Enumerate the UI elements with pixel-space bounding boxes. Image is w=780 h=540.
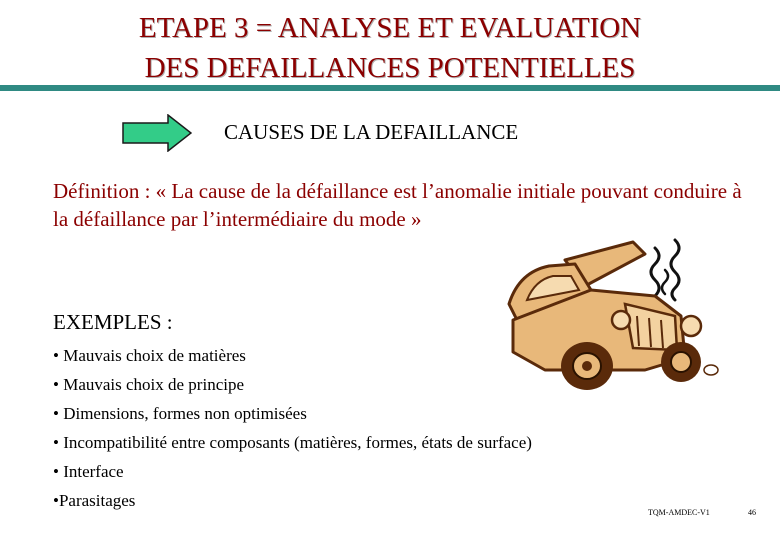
title-line-1: ETAPE 3 = ANALYSE ET EVALUATION (138, 12, 642, 44)
list-item: •Parasitages (53, 491, 136, 510)
broken-car-illustration (505, 220, 720, 395)
title-line-2: DES DEFAILLANCES POTENTIELLES (144, 52, 636, 84)
section-subtitle: CAUSES DE LA DEFAILLANCE (224, 120, 519, 144)
list-item: • Dimensions, formes non optimisées (53, 404, 307, 423)
list-item: • Incompatibilité entre composants (matières, formes, états de surface) (53, 433, 532, 452)
examples-heading: EXEMPLES : (53, 310, 173, 334)
right-arrow-icon (122, 114, 192, 152)
examples-list (53, 341, 532, 515)
page-number: 46 (748, 508, 756, 517)
title-divider (0, 85, 780, 91)
footer-reference: TQM-AMDEC-V1 (648, 508, 710, 517)
slide-title (0, 8, 780, 88)
list-item: • Interface (53, 462, 124, 481)
definition-text: Définition : « La cause de la défaillance est l’anomalie initiale pouvant conduire à la défaillance par l’intermédiaire du mode » (53, 179, 742, 231)
list-item: • Mauvais choix de principe (53, 375, 245, 394)
list-item: • Mauvais choix de matières (53, 346, 246, 365)
